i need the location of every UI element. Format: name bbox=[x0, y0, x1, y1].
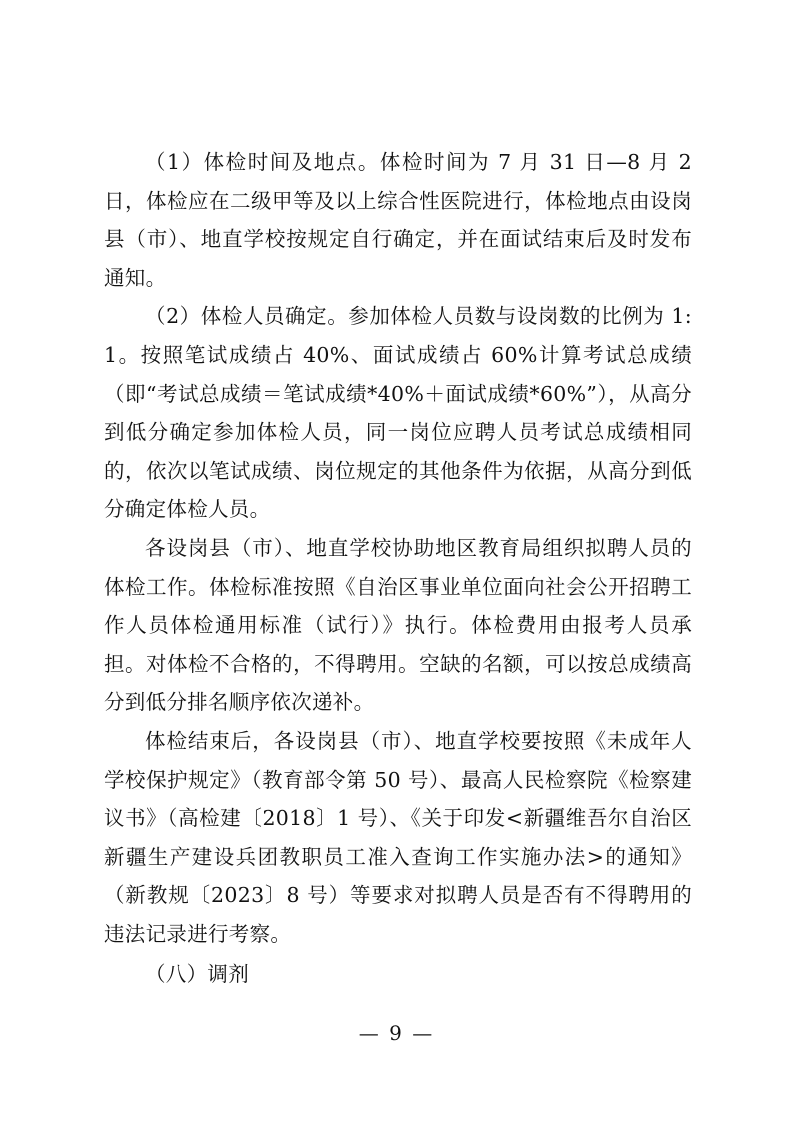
paragraph-exam-personnel: （2）体检人员确定。参加体检人员数与设岗数的比例为 1:1。按照笔试成绩占 40%、面试成绩占 60%计算考试总成绩（即“考试总成绩＝笔试成绩*40%＋面试成绩*60%”），从高分到低分确定参加体检人员，同一岗位应聘人员考试总成绩相同的，依次以笔试成绩、岗位规定的其他条件为依据，从高分到低分确定体检人员。 bbox=[104, 304, 692, 522]
paragraph-background-check: 体检结束后，各设岗县（市）、地直学校要按照《未成年人学校保护规定》（教育部令第 50 号）、最高人民检察院《检察建议书》（高检建〔2018〕1 号）、《关于印发<新疆维吾尔自治区 新疆生产建设兵团教职员工准入查询工作实施办法>的通知》（新教规〔2023〕8 号）等要求对拟聘人员是否有不得聘用的违法记录进行考察。 bbox=[104, 728, 692, 946]
page-number: — 9 — bbox=[358, 1021, 435, 1045]
paragraph-exam-organization: 各设岗县（市）、地直学校协助地区教育局组织拟聘人员的体检工作。体检标准按照《自治区事业单位面向社会公开招聘工作人员体检通用标准（试行）》执行。体检费用由报考人员承担。对体检不合格的，不得聘用。空缺的名额，可以按总成绩高分到低分排名顺序依次递补。 bbox=[104, 535, 692, 715]
paragraph-physical-exam-time: （1）体检时间及地点。体检时间为 7 月 31 日—8 月 2 日，体检应在二级甲等及以上综合性医院进行，体检地点由设岗县（市）、地直学校按规定自行确定，并在面试结束后及时发布通知。 bbox=[104, 150, 692, 290]
document-body bbox=[104, 143, 692, 994]
section-heading-adjustment: （八）调剂 bbox=[145, 962, 249, 987]
